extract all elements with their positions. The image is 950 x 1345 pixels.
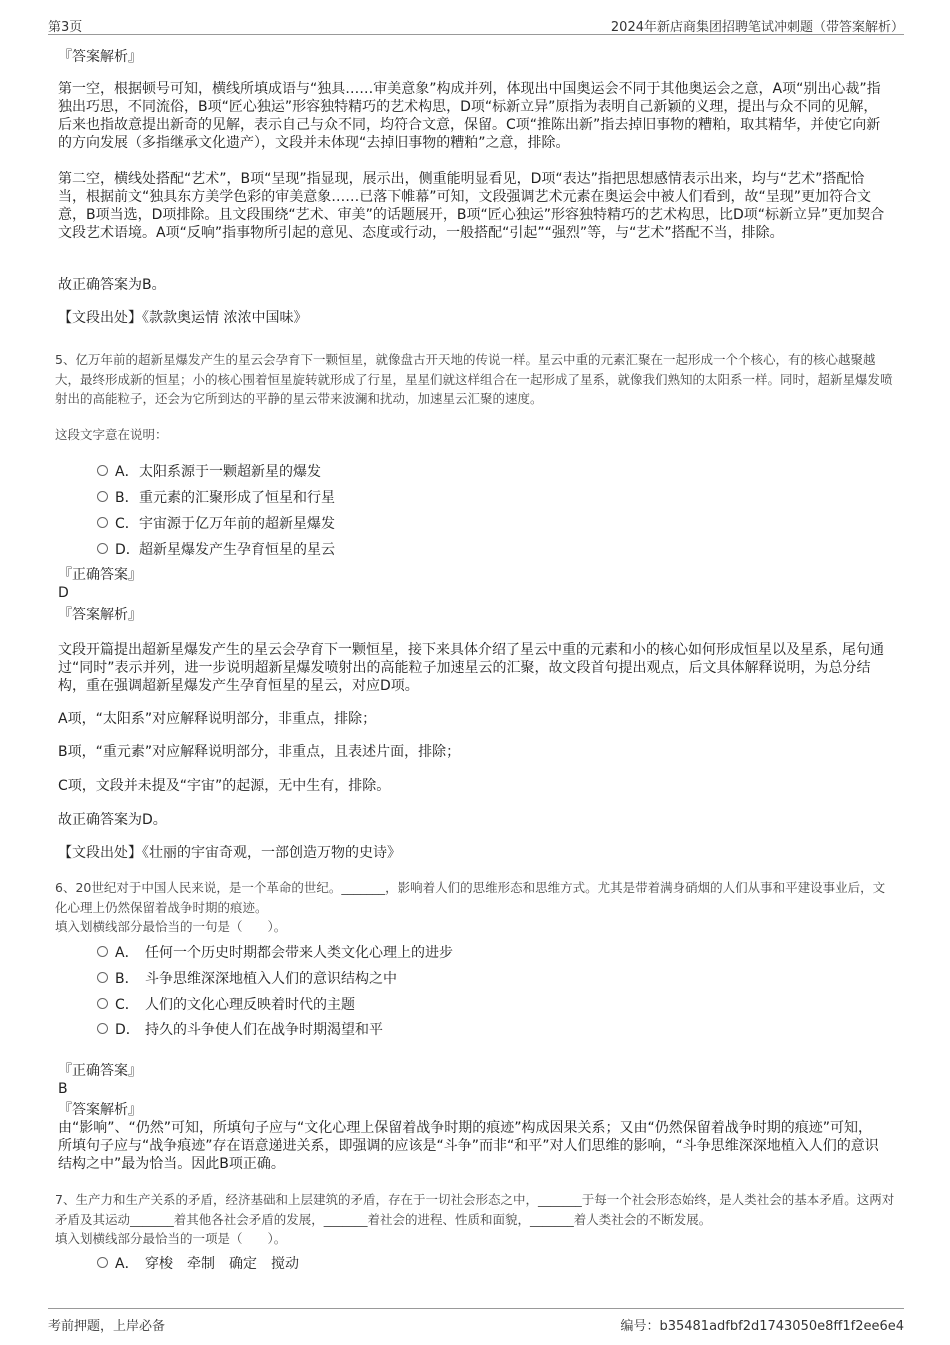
- q4-analysis-label: 『答案解析』: [58, 49, 142, 65]
- radio-icon[interactable]: [97, 543, 108, 554]
- radio-icon[interactable]: [97, 1257, 108, 1268]
- q6-prompt: 填入划横线部分最恰当的一句是（ ）。: [55, 919, 287, 934]
- page-number: 第3页: [48, 20, 83, 35]
- q4-analysis-para2: 第二空，横线处搭配“艺术”，B项“呈现”指显现，展示出，侧重能明显看见，D项“表达”指把思想感情表示出来，均与“艺术”搭配恰当，根据前文“独具东方美学色彩的审美意象……已落下帷幕”可知，文段强调艺术元素在奥运会中被人们看到，故“呈现”更加符合文意，B项当选，D项排除。且文段围绕“艺术、审美”的话题展开，B项“匠心独运”形容独特精巧的艺术构思，比D项“标新立异”更加契合文段艺术语境。A项“反响”指事物所引起的意见、态度或行动，一般搭配“引起”“强烈”等，与“艺术”搭配不当，排除。: [58, 171, 885, 241]
- document-title: 2024年新店商集团招聘笔试冲刺题（带答案解析）: [610, 20, 904, 35]
- document-id: 编号：b35481adfbf2d1743050e8ff1f2ee6e4: [620, 1319, 904, 1334]
- q7-stem: 7、生产力和生产关系的矛盾，经济基础和上层建筑的矛盾，存在于一切社会形态之中，_______于每一个社会形态始终，是人类社会的基本矛盾。这两对矛盾及其运动_______着其他各社会矛盾的发展，_______着社会的进程、性质和面貌，_______着人类社会的不断发展。: [55, 1192, 895, 1227]
- option-label: B．: [115, 490, 139, 506]
- q4-analysis-para1: 第一空，根据顿号可知，横线所填成语与“独具……审美意象”构成并列，体现出中国奥运会不同于其他奥运会之意，A项“别出心裁”指独出巧思，不同流俗，B项“匠心独运”形容独特精巧的艺术构思，D项“标新立异”原指为表明自己新颖的义理，提出与众不同的见解，后来也指故意提出新奇的见解，表示自己与众不同，均符合文意，保留。C项“推陈出新”指去掉旧事物的糟粕，取其精华，并使它向新的方向发展（多指继承文化遗产），文段并未体现“去掉旧事物的糟粕”之意，排除。: [58, 81, 881, 151]
- option-text: 任何一个历史时期都会带来人类文化心理上的进步: [145, 945, 453, 961]
- radio-icon[interactable]: [97, 491, 108, 502]
- option-text: 穿梭 牵制 确定 搅动: [145, 1256, 299, 1272]
- option-text: 太阳系源于一颗超新星的爆发: [139, 464, 321, 480]
- page-footer: [48, 1308, 904, 1337]
- q6-answer-label: 『正确答案』: [58, 1063, 142, 1079]
- radio-icon[interactable]: [97, 998, 108, 1009]
- radio-icon[interactable]: [97, 517, 108, 528]
- q5-stem: 5、亿万年前的超新星爆发产生的星云会孕育下一颗恒星，就像盘古开天地的传说一样。星云中重的元素汇聚在一起形成一个个核心，有的核心越聚越大，最终形成新的恒星；小的核心围着恒星旋转就形成了行星，星星们就这样组合在一起形成了星系，就像我们熟知的太阳系一样。同时，超新星爆发喷射出的高能粒子，还会为它所到达的平静的星云带来波澜和扰动，加速星云汇聚的速度。: [55, 352, 893, 406]
- q4-source: 【文段出处】《款款奥运情 浓浓中国味》: [58, 310, 308, 326]
- option-label: B．: [115, 971, 139, 987]
- q5-option-a-note: A项，“太阳系”对应解释说明部分，非重点，排除；: [58, 711, 377, 727]
- option-label: A．: [115, 464, 139, 480]
- q5-analysis: 文段开篇提出超新星爆发产生的星云会孕育下一颗恒星，接下来具体介绍了星云中重的元素和小的核心如何形成恒星以及星系，尾句通过“同时”表示并列，进一步说明超新星爆发喷射出的高能粒子加速星云的汇聚，故文段首句提出观点，后文具体解释说明，为总分结构，重在强调超新星爆发产生孕育恒星的星云，对应D项。: [58, 642, 884, 694]
- radio-icon[interactable]: [97, 1023, 108, 1034]
- option-label: C．: [115, 997, 139, 1013]
- option-label: D．: [115, 542, 140, 558]
- q5-answer-label: 『正确答案』: [58, 567, 142, 583]
- radio-icon[interactable]: [97, 465, 108, 476]
- q5-option-b-note: B项，“重元素”对应解释说明部分，非重点，且表述片面，排除；: [58, 744, 461, 760]
- q5-source: 【文段出处】《壮丽的宇宙奇观，一部创造万物的史诗》: [58, 845, 401, 861]
- option-text: 斗争思维深深地植入人们的意识结构之中: [145, 971, 397, 987]
- option-text: 人们的文化心理反映着时代的主题: [145, 997, 355, 1013]
- option-label: A．: [115, 1256, 139, 1272]
- q5-prompt: 这段文字意在说明：: [55, 427, 168, 442]
- q6-analysis-label: 『答案解析』: [58, 1102, 142, 1118]
- radio-icon[interactable]: [97, 972, 108, 983]
- radio-icon[interactable]: [97, 946, 108, 957]
- option-text: 宇宙源于亿万年前的超新星爆发: [139, 516, 335, 532]
- option-label: C．: [115, 516, 139, 532]
- q4-conclusion: 故正确答案为B。: [58, 277, 166, 293]
- q6-answer: B: [58, 1081, 68, 1097]
- q7-prompt: 填入划横线部分最恰当的一项是（ ）。: [55, 1231, 287, 1246]
- q6-stem: 6、20世纪对于中国人民来说，是一个革命的世纪。_______，影响着人们的思维形态和思维方式。尤其是带着满身硝烟的人们从事和平建设事业后，文化心理上仍然保留着战争时期的痕迹。: [55, 880, 886, 915]
- q5-analysis-label: 『答案解析』: [58, 607, 142, 623]
- option-text: 超新星爆发产生孕育恒星的星云: [139, 542, 335, 558]
- option-label: A．: [115, 945, 139, 961]
- option-text: 持久的斗争使人们在战争时期渴望和平: [145, 1022, 383, 1038]
- option-text: 重元素的汇聚形成了恒星和行星: [139, 490, 335, 506]
- q5-conclusion: 故正确答案为D。: [58, 812, 167, 828]
- option-label: D．: [115, 1022, 140, 1038]
- q5-answer: D: [58, 585, 69, 601]
- q5-option-c-note: C项，文段并未提及“宇宙”的起源，无中生有，排除。: [58, 778, 391, 794]
- q6-analysis: 由“影响”、“仍然”可知，所填句子应与“文化心理上保留着战争时期的痕迹”构成因果关系；又由“仍然保留着战争时期的痕迹”可知，所填句子应与“战争痕迹”存在语意递进关系，即强调的应该是“斗争”而非“和平”对人们思维的影响，“斗争思维深深地植入人们的意识结构之中”最为恰当。因此B项正确。: [58, 1120, 879, 1172]
- footer-slogan: 考前押题，上岸必备: [48, 1319, 166, 1334]
- page-header: [48, 10, 904, 35]
